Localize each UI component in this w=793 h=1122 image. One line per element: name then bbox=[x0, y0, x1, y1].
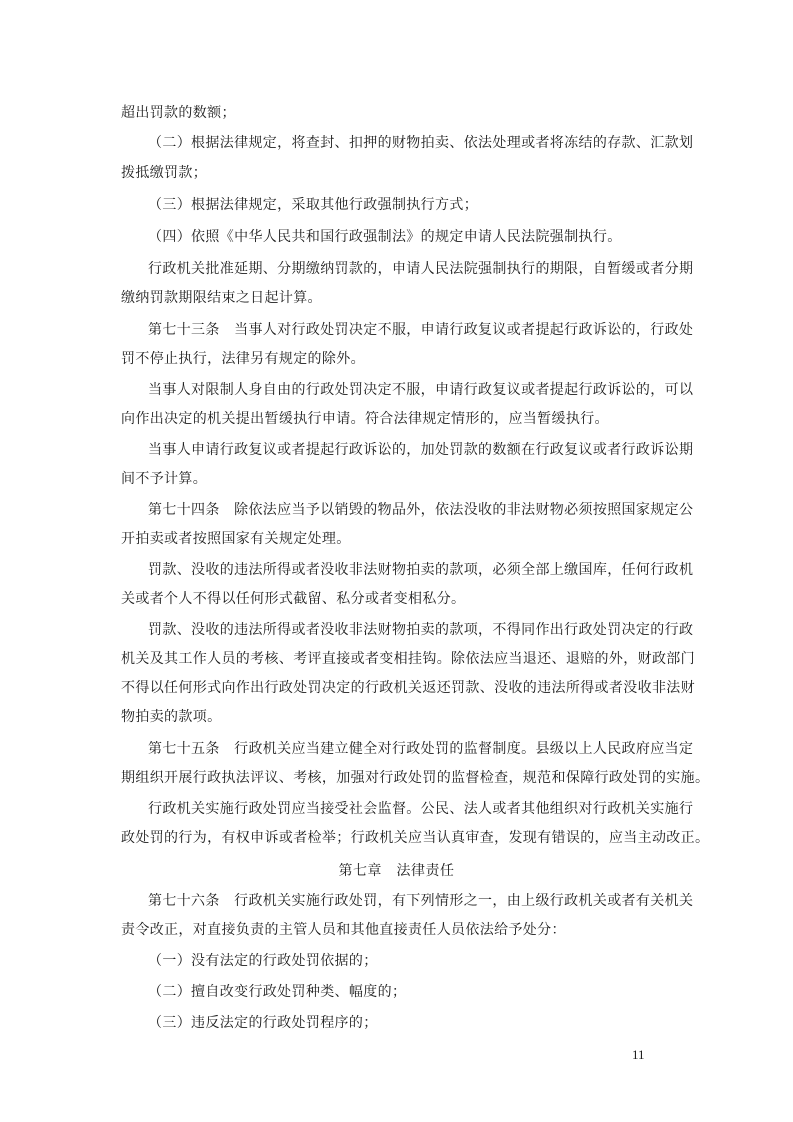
text-line: （三）根据法律规定，采取其他行政强制执行方式； bbox=[148, 197, 479, 213]
text-line: （二）根据法律规定，将查封、扣押的财物拍卖、依法处理或者将冻结的存款、汇款划 bbox=[148, 135, 694, 151]
text-line: 罚款、没收的违法所得或者没收非法财物拍卖的款项，必须全部上缴国库，任何行政机 bbox=[148, 562, 694, 578]
text-line: 当事人申请行政复议或者提起行政诉讼的，加处罚款的数额在行政复议或者行政诉讼期 bbox=[148, 442, 694, 458]
text-line: 向作出决定的机关提出暂缓执行申请。符合法律规定情形的，应当暂缓执行。 bbox=[121, 411, 609, 427]
text-line: 超出罚款的数额； bbox=[121, 105, 236, 121]
text-line: 缴纳罚款期限结束之日起计算。 bbox=[121, 290, 322, 306]
text-line: （四）依照《中华人民共和国行政强制法》的规定申请人民法院强制执行。 bbox=[148, 229, 622, 245]
text-line: 间不予计算。 bbox=[121, 471, 208, 487]
text-line: 第七十六条 行政机关实施行政处罚，有下列情形之一，由上级行政机关或者有关机关 bbox=[148, 893, 694, 909]
text-line: 关或者个人不得以任何形式截留、私分或者变相私分。 bbox=[121, 591, 466, 607]
text-line: 责令改正，对直接负责的主管人员和其他直接责任人员依法给予处分： bbox=[121, 922, 566, 938]
text-line: 期组织开展行政执法评议、考核，加强对行政处罚的监督检查，规范和保障行政处罚的实施。 bbox=[121, 770, 710, 786]
text-line: 第七十四条 除依法应当予以销毁的物品外，依法没收的非法财物必须按照国家规定公 bbox=[148, 502, 694, 518]
text-line: 罚款、没收的违法所得或者没收非法财物拍卖的款项，不得同作出行政处罚决定的行政 bbox=[148, 622, 694, 638]
text-line: （二）擅自改变行政处罚种类、幅度的； bbox=[148, 984, 407, 1000]
text-line: （一）没有法定的行政处罚依据的； bbox=[148, 953, 378, 969]
text-line: 行政机关批准延期、分期缴纳罚款的，申请人民法院强制执行的期限，自暂缓或者分期 bbox=[148, 261, 694, 277]
text-line: 当事人对限制人身自由的行政处罚决定不服，申请行政复议或者提起行政诉讼的，可以 bbox=[148, 382, 694, 398]
text-line: 第七十五条 行政机关应当建立健全对行政处罚的监督制度。县级以上人民政府应当定 bbox=[148, 741, 694, 757]
text-line: 物拍卖的款项。 bbox=[121, 709, 222, 725]
text-line: 开拍卖或者按照国家有关规定处理。 bbox=[121, 531, 351, 547]
text-line: 行政机关实施行政处罚应当接受社会监督。公民、法人或者其他组织对行政机关实施行 bbox=[148, 801, 694, 817]
text-line: 机关及其工作人员的考核、考评直接或者变相挂钩。除依法应当退还、退赔的外，财政部门 bbox=[121, 651, 695, 667]
text-line: 第七十三条 当事人对行政处罚决定不服，申请行政复议或者提起行政诉讼的，行政处 bbox=[148, 322, 694, 338]
text-line: 政处罚的行为，有权申诉或者检举；行政机关应当认真审查，发现有错误的，应当主动改正。 bbox=[121, 830, 710, 846]
text-line: （三）违反法定的行政处罚程序的； bbox=[148, 1015, 378, 1031]
page-number: 11 bbox=[632, 1047, 645, 1062]
text-line: 不得以任何形式向作出行政处罚决定的行政机关返还罚款、没收的违法所得或者没收非法财 bbox=[121, 680, 695, 696]
chapter-heading: 第七章 法律责任 bbox=[338, 863, 455, 879]
text-line: 拨抵缴罚款； bbox=[121, 165, 208, 181]
text-line: 罚不停止执行，法律另有规定的除外。 bbox=[121, 351, 365, 367]
